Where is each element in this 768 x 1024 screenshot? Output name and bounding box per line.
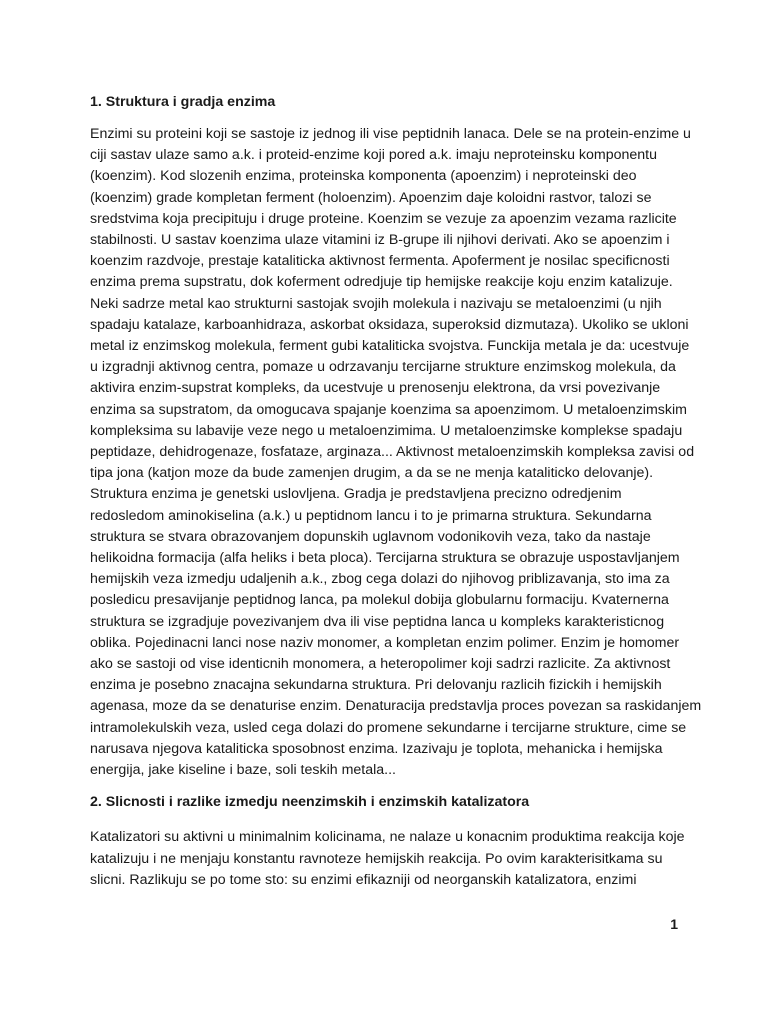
paragraph-line: (koenzim). Kod slozenih enzima, proteinska komponenta (apoenzim) i neproteinski deo	[90, 168, 637, 185]
paragraph-line: kompleksima su labavije veze nego u metaloenzimima. U metaloenzimske komplekse spadaju	[90, 422, 683, 439]
paragraph-line: u izgradnji aktivnog centra, pomaze u odrzavanju tercijarne strukture enzimskog molekula, da	[90, 359, 676, 376]
section-heading-2: 2. Slicnosti i razlike izmedju neenzimskih i enzimskih katalizatora	[90, 794, 530, 811]
paragraph-line: Katalizatori su aktivni u minimalnim kolicinama, ne nalaze u konacnim produktima reakcija koje	[90, 829, 685, 846]
paragraph-line: spadaju katalaze, karboanhidraza, askorbat oksidaza, superoksid dizmutaza). Ukoliko se ukloni	[90, 316, 689, 333]
paragraph-line: Enzimi su proteini koji se sastoje iz jednog ili vise peptidnih lanaca. Dele se na protein-enzime u	[90, 126, 691, 142]
paragraph-line: enzima sa supstratom, da omogucava spajanje koenzima sa apoenzimom. U metaloenzimskim	[90, 401, 687, 418]
paragraph-line: (koenzim) grade kompletan ferment (holoenzim). Apoenzim daje koloidni rastvor, talozi se	[90, 189, 652, 206]
paragraph-line: ako se sastoji od vise identicnih monomera, a heteropolimer koji sadrzi razlicite. Za aktivnost	[90, 656, 671, 673]
section-2-paragraph	[90, 827, 685, 891]
paragraph-line: enzima je posebno znacajna sekundarna struktura. Pri delovanju razlicih fizickih i hemijskih	[90, 677, 662, 694]
paragraph-line: koenzim razdvoje, prestaje kataliticka aktivnost fermenta. Apoferment je nosilac specificnosti	[90, 253, 670, 270]
paragraph-line: Neki sadrze metal kao strukturni sastojak svojih molekula i nazivaju se metaloenzimi (u njih	[90, 295, 662, 312]
paragraph-line: metal iz enzimskog molekula, ferment gubi kataliticka svojstva. Funckija metala je da: ucestvuje	[90, 338, 690, 355]
paragraph-line: energija, jake kiseline i baze, soli teskih metala...	[90, 762, 396, 779]
paragraph-line: enzima prema supstratu, dok koferment odredjuje tip hemijske reakcije koju enzim katalizuje.	[90, 274, 673, 291]
paragraph-line: agenasa, moze da se denaturise enzim. Denaturacija predstavlja proces povezan sa raskidanjem	[90, 698, 702, 715]
paragraph-line: intramolekulskih veza, usled cega dolazi do promene sekundarne i tercijarne strukture, cime se	[90, 719, 687, 736]
section-heading-1: 1. Struktura i gradja enzima	[90, 94, 276, 110]
paragraph-line: katalizuju i ne menjaju konstantu ravnoteze hemijskih reakcija. Po ovim karakterisitkama su	[90, 850, 663, 867]
paragraph-line: aktivira enzim-supstrat kompleks, da ucestvuje u prenosenju elektrona, da vrsi povezivanje	[90, 380, 661, 397]
paragraph-line: posledicu presavijanje peptidnog lanca, pa molekul dobija globularnu formaciju. Kvaternerna	[90, 592, 669, 609]
paragraph-line: struktura se izgradjuje povezivanjem dva ili vise peptidna lanca u kompleks karakteristicnog	[90, 613, 665, 630]
paragraph-line: redosledom aminokiselina (a.k.) u peptidnom lancu i to je primarna struktura. Sekundarna	[90, 507, 652, 524]
paragraph-line: Struktura enzima je genetski uslovljena. Gradja je predstavljena precizno odredjenim	[90, 486, 622, 503]
paragraph-line: stabilnosti. U sastav koenzima ulaze vitamini iz B-grupe ili njihovi derivati. Ako se apoenzim i	[90, 232, 670, 249]
paragraph-line: struktura se stvara obrazovanjem dopunskih uglavnom vodonikovih veza, tako da nastaje	[90, 528, 651, 545]
paragraph-line: tipa jona (katjon moze da bude zamenjen drugim, a da se ne menja kataliticko delovanje).	[90, 465, 654, 482]
paragraph-line: hemijskih veza izmedju udaljenih a.k., zbog cega dolazi do njihovog priblizavanja, sto ima za	[90, 571, 670, 588]
page-content	[90, 90, 702, 891]
paragraph-line: oblika. Pojedinacni lanci nose naziv monomer, a kompletan enzim polimer. Enzim je homomer	[90, 634, 680, 651]
section-1-paragraph	[90, 124, 702, 781]
page-number: 1	[670, 916, 678, 932]
paragraph-line: ciji sastav ulaze samo a.k. i proteid-enzime koji pored a.k. imaju neproteinsku komponentu	[90, 147, 657, 164]
paragraph-line: slicni. Razlikuju se po tome sto: su enzimi efikazniji od neorganskih katalizatora, enzimi	[90, 871, 637, 888]
paragraph-line: helikoidna formacija (alfa heliks i beta ploca). Tercijarna struktura se obrazuje uspostavljanjem	[90, 550, 680, 567]
paragraph-line: narusava njegova kataliticka sposobnost enzima. Izazivaju je toplota, mehanicka i hemijska	[90, 740, 663, 757]
paragraph-line: peptidaze, dehidrogenaze, fosfataze, arginaza... Aktivnost metaloenzimskih kompleksa zavisi od	[90, 444, 695, 461]
paragraph-line: sredstvima koja precipituju i druge proteine. Koenzim se vezuje za apoenzim vezama razlicite	[90, 210, 677, 227]
